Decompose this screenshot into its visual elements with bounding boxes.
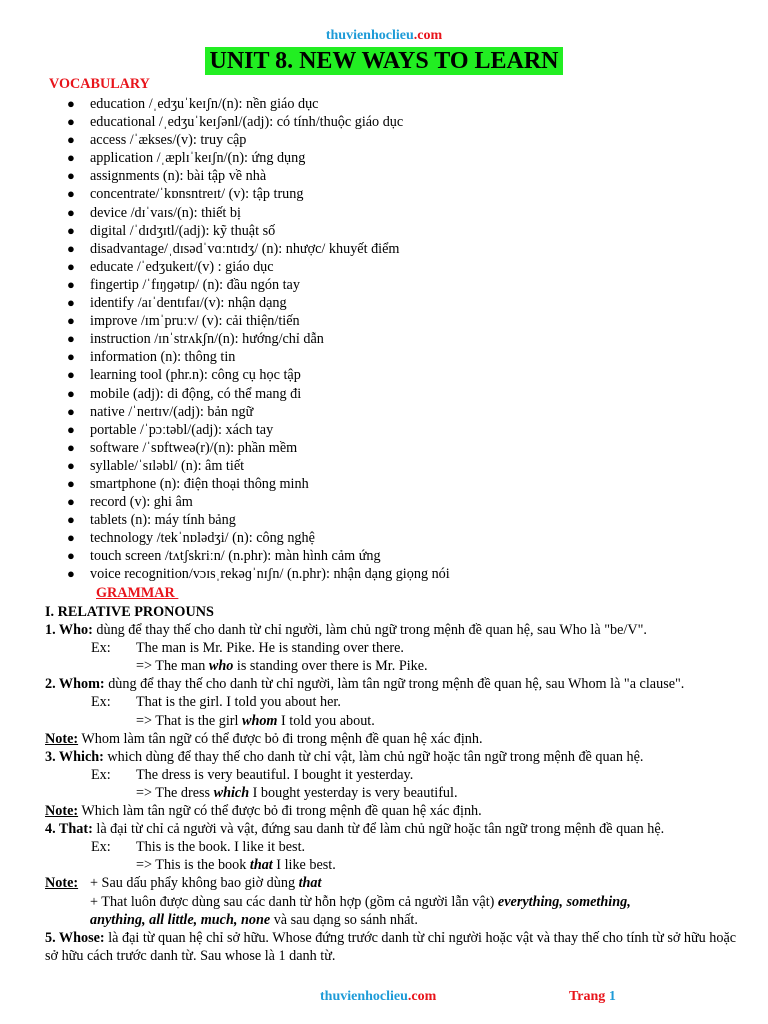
vocabulary-text: improve /ɪmˈpruːv/ (v): cải thiện/tiến	[90, 313, 300, 330]
vocabulary-text: concentrate/ˈkɒnsntreɪt/ (v): tập trung	[90, 186, 304, 203]
vocabulary-item	[67, 113, 747, 131]
bullet-icon: ●	[67, 439, 75, 455]
vocabulary-item	[67, 421, 747, 439]
bullet-icon: ●	[67, 204, 75, 220]
bullet-icon: ●	[67, 421, 75, 437]
whom-note-text: Whom làm tân ngữ có thể được bỏ đi trong mệnh đề quan hệ xác định.	[78, 730, 483, 747]
who-definition	[45, 621, 745, 639]
that-definition	[45, 820, 745, 838]
title-wrapper	[0, 47, 768, 75]
which-example-post: I bought yesterday is very beautiful.	[249, 784, 458, 801]
vocabulary-item	[67, 167, 747, 185]
vocabulary-text: learning tool (phr.n): công cụ học tập	[90, 367, 301, 384]
vocabulary-item	[67, 366, 747, 384]
page-title: UNIT 8. NEW WAYS TO LEARN	[205, 47, 562, 75]
who-text: dùng để thay thế cho danh từ chỉ người, làm chủ ngữ trong mệnh đề quan hệ, sau Who là "be/V".	[92, 622, 647, 639]
vocabulary-item	[67, 403, 747, 421]
vocabulary-item	[67, 565, 747, 583]
which-note	[45, 802, 745, 820]
bullet-icon: ●	[67, 114, 75, 130]
bullet-icon: ●	[67, 385, 75, 401]
vocabulary-text: education /ˌedʒuˈkeɪʃn/(n): nền giáo dục	[90, 96, 319, 112]
vocabulary-text: assignments (n): bài tập về nhà	[90, 168, 267, 185]
vocabulary-item	[67, 95, 747, 113]
that-example-text: This is the book. I like it best.	[136, 839, 306, 856]
bullet-icon: ●	[67, 475, 75, 491]
that-note2-text: + That luôn được dùng sau các danh từ hỗn hợp (gồm cả người lẫn vật)	[90, 893, 498, 910]
page-number-value: 1	[608, 989, 616, 1004]
vocabulary-item	[67, 240, 747, 258]
vocabulary-item	[67, 330, 747, 348]
grammar-heading: GRAMMAR	[96, 585, 179, 601]
footer-site-name	[320, 989, 436, 1005]
which-example-1	[45, 766, 745, 784]
bullet-icon: ●	[67, 494, 75, 510]
note-label: Note:	[45, 730, 79, 747]
vocabulary-item	[67, 149, 747, 167]
vocabulary-item	[67, 276, 747, 294]
vocabulary-text: mobile (adj): di động, có thể mang đi	[90, 385, 302, 402]
whom-example-text: That is the girl. I told you about her.	[136, 694, 341, 711]
grammar-section	[45, 603, 745, 965]
vocabulary-text: record (v): ghi âm	[90, 494, 193, 511]
ex-label: Ex:	[91, 839, 111, 856]
which-note-text: Which làm tân ngữ có thể được bỏ đi trong mệnh đề quan hệ xác định.	[78, 803, 482, 820]
vocabulary-text: native /ˈneɪtɪv/(adj): bản ngữ	[90, 403, 254, 420]
ex-label: Ex:	[91, 766, 111, 783]
which-example-pre: => The dress	[136, 784, 214, 801]
ex-label: Ex:	[91, 640, 111, 657]
who-example-2	[45, 657, 745, 675]
bullet-icon: ●	[67, 313, 75, 329]
vocabulary-item	[67, 185, 747, 203]
site-name-part2: .com	[413, 28, 443, 43]
who-example-post: is standing over there is Mr. Pike.	[233, 658, 428, 675]
whose-text: là đại từ quan hệ chỉ sở hữu. Whose đứng trước danh từ chỉ người hoặc vật và thay thế cho tính từ sở hữu hoặc sở hữu cách trước danh từ. Sau whose là 1 danh từ.	[45, 929, 737, 964]
ex-label: Ex:	[91, 694, 111, 711]
who-keyword: who	[208, 658, 234, 675]
vocabulary-text: identify /aɪˈdentɪfaɪ/(v): nhận dạng	[90, 295, 287, 312]
that-label: 4. That:	[45, 821, 93, 838]
vocabulary-text: smartphone (n): điện thoại thông minh	[90, 475, 309, 492]
vocabulary-text: touch screen /tʌtʃskriːn/ (n.phr): màn hình cảm ứng	[90, 548, 381, 565]
bullet-icon: ●	[67, 240, 75, 256]
vocabulary-item	[67, 529, 747, 547]
vocabulary-text: tablets (n): máy tính bảng	[90, 512, 236, 529]
vocabulary-text: voice recognition/vɔɪsˌrekəɡˈnɪʃn/ (n.phr): nhận dạng giọng nói	[90, 566, 450, 583]
that-text: là đại từ chỉ cả người và vật, đứng sau danh từ để làm chủ ngữ hoặc tân ngữ trong mệnh đề quan hệ.	[92, 821, 665, 838]
bullet-icon: ●	[67, 512, 75, 528]
vocabulary-item	[67, 294, 747, 312]
that-note1-keyword: that	[298, 875, 322, 892]
that-example-pre: => This is the book	[136, 857, 250, 874]
bullet-icon: ●	[67, 222, 75, 238]
bullet-icon: ●	[67, 295, 75, 311]
which-keyword: which	[213, 784, 250, 801]
bullet-icon: ●	[67, 168, 75, 184]
vocabulary-item	[67, 204, 747, 222]
vocabulary-item	[67, 511, 747, 529]
that-note2-keywords-2: anything, all little, much, none	[90, 911, 271, 928]
that-keyword: that	[249, 857, 273, 874]
bullet-icon: ●	[67, 96, 75, 111]
bullet-icon: ●	[67, 276, 75, 292]
bullet-icon: ●	[67, 132, 75, 148]
whom-example-post: I told you about.	[277, 712, 375, 729]
whom-definition	[45, 675, 745, 693]
note-label: Note:	[45, 803, 79, 820]
whom-label: 2. Whom:	[45, 676, 105, 693]
vocabulary-item	[67, 547, 747, 565]
vocabulary-text: information (n): thông tin	[90, 349, 236, 366]
bullet-icon: ●	[67, 548, 75, 564]
whose-definition	[45, 929, 745, 965]
vocabulary-item	[67, 475, 747, 493]
who-example-text: The man is Mr. Pike. He is standing over there.	[136, 640, 404, 657]
bullet-icon: ●	[67, 186, 75, 202]
whom-note	[45, 730, 745, 748]
vocabulary-item	[67, 385, 747, 403]
footer-site-part1: thuvienhoclieu	[320, 989, 408, 1004]
whom-keyword: whom	[241, 712, 278, 729]
vocabulary-item	[67, 131, 747, 149]
note-label: Note:	[45, 875, 79, 892]
that-example-2	[45, 856, 745, 874]
that-example-post: I like best.	[272, 857, 336, 874]
vocabulary-heading: VOCABULARY	[49, 76, 150, 92]
who-label: 1. Who:	[45, 622, 93, 639]
vocabulary-text: educate /ˈedʒukeɪt/(v) : giáo dục	[90, 258, 274, 275]
vocabulary-text: application /ˌæplɪˈkeɪʃn/(n): ứng dụng	[90, 150, 306, 167]
whom-text: dùng để thay thế cho danh từ chỉ người, làm tân ngữ trong mệnh đề quan hệ, sau Whom là "a clause".	[104, 676, 685, 693]
which-example-text: The dress is very beautiful. I bought it yesterday.	[136, 766, 414, 783]
vocabulary-item	[67, 258, 747, 276]
vocabulary-item	[67, 493, 747, 511]
vocabulary-text: syllable/ˈsɪləbl/ (n): âm tiết	[90, 457, 245, 474]
whom-example-pre: => That is the girl	[136, 712, 242, 729]
vocabulary-text: software /ˈsɒftweə(r)/(n): phần mềm	[90, 439, 298, 456]
that-example-1	[45, 838, 745, 856]
footer-site-part2: .com	[407, 989, 437, 1004]
vocabulary-text: portable /ˈpɔːtəbl/(adj): xách tay	[90, 421, 274, 438]
that-note2-keywords-1: everything, something,	[497, 893, 631, 910]
whose-label: 5. Whose:	[45, 929, 105, 946]
vocabulary-text: technology /tekˈnɒlədʒi/ (n): công nghệ	[90, 530, 315, 547]
page-label: Trang	[569, 989, 609, 1004]
vocabulary-text: access /ˈækses/(v): truy cập	[90, 132, 247, 149]
bullet-icon: ●	[67, 349, 75, 365]
bullet-icon: ●	[67, 457, 75, 473]
bullet-icon: ●	[67, 530, 75, 546]
which-example-2	[45, 784, 745, 802]
which-text: which dùng để thay thế cho danh từ chỉ vật, làm chủ ngữ hoặc tân ngữ trong mệnh đề quan hệ.	[103, 748, 644, 765]
that-note-2-cont	[45, 911, 745, 929]
grammar-section-title: I. RELATIVE PRONOUNS	[45, 604, 214, 620]
bullet-icon: ●	[67, 566, 75, 582]
bullet-icon: ●	[67, 403, 75, 419]
page-number	[569, 989, 616, 1005]
bullet-icon: ●	[67, 331, 75, 347]
who-example-1	[45, 639, 745, 657]
vocabulary-item	[67, 222, 747, 240]
that-note2-post: và sau dạng so sánh nhất.	[270, 911, 418, 928]
vocabulary-item	[67, 312, 747, 330]
bullet-icon: ●	[67, 150, 75, 166]
vocabulary-list	[67, 95, 747, 584]
that-note-1	[45, 874, 745, 892]
vocabulary-item	[67, 348, 747, 366]
which-definition	[45, 748, 745, 766]
who-example-pre: => The man	[136, 658, 209, 675]
vocabulary-item	[67, 439, 747, 457]
that-note1-text: + Sau dấu phẩy không bao giờ dùng	[90, 875, 299, 892]
site-name-part1: thuvienhoclieu	[325, 28, 414, 43]
that-note-2	[45, 893, 745, 911]
header-site-name	[0, 28, 768, 44]
bullet-icon: ●	[67, 367, 75, 383]
bullet-icon: ●	[67, 258, 75, 274]
vocabulary-text: device /dɪˈvaɪs/(n): thiết bị	[90, 204, 241, 221]
vocabulary-text: digital /ˈdɪdʒɪtl/(adj): kỹ thuật số	[90, 222, 276, 239]
vocabulary-text: fingertip /ˈfɪŋɡətɪp/ (n): đầu ngón tay	[90, 276, 300, 293]
vocabulary-text: educational /ˌedʒuˈkeɪʃənl/(adj): có tính/thuộc giáo dục	[90, 114, 404, 131]
vocabulary-text: instruction /ɪnˈstrʌkʃn/(n): hướng/chỉ dẫn	[90, 331, 324, 348]
which-label: 3. Which:	[45, 748, 104, 765]
vocabulary-text: disadvantage/ˌdɪsədˈvɑːntɪdʒ/ (n): nhược/ khuyết điểm	[90, 240, 400, 257]
whom-example-2	[45, 712, 745, 730]
vocabulary-item	[67, 457, 747, 475]
whom-example-1	[45, 693, 745, 711]
